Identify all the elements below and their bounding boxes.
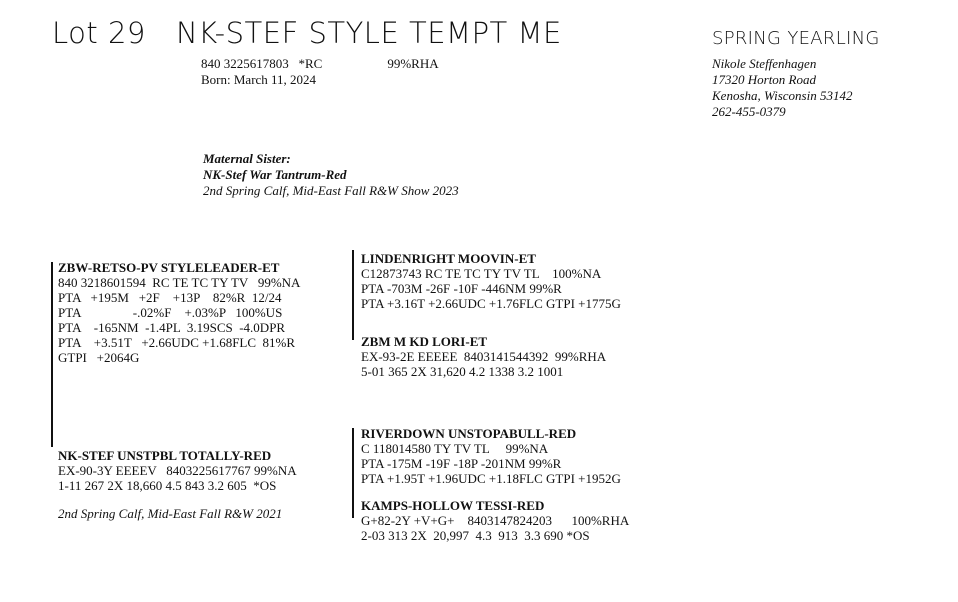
- sire-line: PTA -.02%F +.03%P 100%US: [58, 305, 283, 320]
- pedigree-connector-dam: [352, 428, 354, 518]
- registration-line: 840 3225617803 *RC 99%RHA: [201, 56, 439, 71]
- dam-dam-name: KAMPS-HOLLOW TESSI-RED: [361, 498, 545, 513]
- dam-dam-line: 2-03 313 2X 20,997 4.3 913 3.3 690 *OS: [361, 528, 590, 543]
- dam-sire-line: PTA +1.95T +1.96UDC +1.18FLC GTPI +1952G: [361, 471, 621, 486]
- sire-line: 840 3218601594 RC TE TC TY TV 99%NA: [58, 275, 301, 290]
- sire-sire-line: PTA +3.16T +2.66UDC +1.76FLC GTPI +1775G: [361, 296, 621, 311]
- sale-category: SPRING YEARLING: [712, 28, 880, 49]
- sire-sire-line: PTA -703M -26F -10F -446NM 99%R: [361, 281, 562, 296]
- sire-dam-line: 5-01 365 2X 31,620 4.2 1338 3.2 1001: [361, 364, 564, 379]
- dam-dam-line: G+82-2Y +V+G+ 8403147824203 100%RHA: [361, 513, 630, 528]
- consignor-name: Nikole Steffenhagen: [712, 56, 817, 71]
- dam-award: 2nd Spring Calf, Mid-East Fall R&W 2021: [58, 506, 283, 521]
- sire-name: ZBW-RETSO-PV STYLELEADER-ET: [58, 260, 280, 275]
- sire-line: PTA -165NM -1.4PL 3.19SCS -4.0DPR: [58, 320, 286, 335]
- dam-sire-line: C 118014580 TY TV TL 99%NA: [361, 441, 549, 456]
- birth-date: Born: March 11, 2024: [201, 72, 317, 87]
- dam-name: NK-STEF UNSTPBL TOTALLY-RED: [58, 448, 272, 463]
- maternal-sister-award: 2nd Spring Calf, Mid-East Fall R&W Show 2023: [203, 183, 459, 198]
- pedigree-connector-sire: [352, 250, 354, 340]
- maternal-sister-name: NK-Stef War Tantrum-Red: [203, 167, 347, 182]
- dam-line: 1-11 267 2X 18,660 4.5 843 3.2 605 *OS: [58, 478, 277, 493]
- sire-sire-line: C12873743 RC TE TC TY TV TL 100%NA: [361, 266, 602, 281]
- dam-sire-line: PTA -175M -19F -18P -201NM 99%R: [361, 456, 562, 471]
- dam-sire-name: RIVERDOWN UNSTOPABULL-RED: [361, 426, 577, 441]
- pedigree-connector-left: [51, 262, 53, 447]
- sire-dam-line: EX-93-2E EEEEE 8403141544392 99%RHA: [361, 349, 607, 364]
- consignor-address: 17320 Horton Road: [712, 72, 816, 87]
- sire-line: PTA +195M +2F +13P 82%R 12/24: [58, 290, 282, 305]
- lot-number: Lot 29: [52, 16, 146, 50]
- sire-sire-name: LINDENRIGHT MOOVIN-ET: [361, 251, 536, 266]
- consignor-city: Kenosha, Wisconsin 53142: [712, 88, 853, 103]
- consignor-phone: 262-455-0379: [712, 104, 786, 119]
- sire-line: GTPI +2064G: [58, 350, 140, 365]
- sire-dam-name: ZBM M KD LORI-ET: [361, 334, 488, 349]
- animal-name: NK-STEF STYLE TEMPT ME: [176, 16, 562, 50]
- maternal-sister-heading: Maternal Sister:: [203, 151, 291, 166]
- dam-line: EX-90-3Y EEEEV 8403225617767 99%NA: [58, 463, 297, 478]
- sire-line: PTA +3.51T +2.66UDC +1.68FLC 81%R: [58, 335, 296, 350]
